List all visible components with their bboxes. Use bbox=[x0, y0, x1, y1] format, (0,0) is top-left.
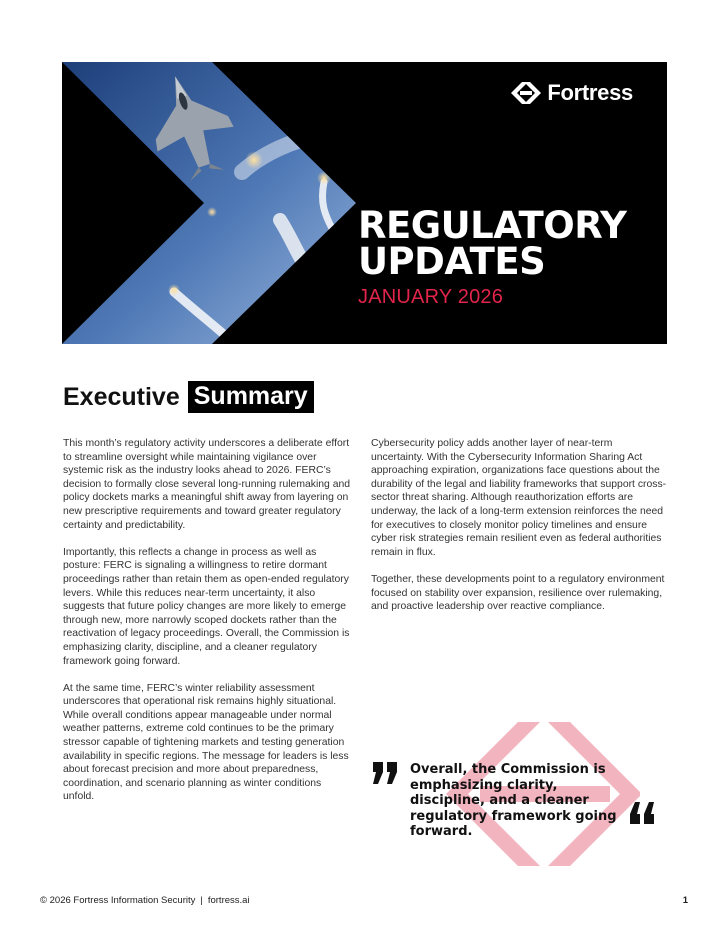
title-line-1: REGULATORY bbox=[358, 204, 627, 247]
body-paragraph: Importantly, this reflects a change in process as well as posture: FERC is signaling a willingness to retire dormant proceedings rather than retain them as open-ended regulatory levers. While this reduces near-term uncertainty, it also suggests that future policy changes are more likely to emerge through new, more narrowly scoped dockets rather than the reactivation of legacy proceedings. Overall, the Commission is emphasizing clarity, discipline, and a cleaner regulatory framework going forward. bbox=[63, 546, 350, 667]
body-column-right bbox=[371, 437, 667, 627]
body-paragraph: At the same time, FERC’s winter reliability assessment underscores that operational risk remains highly situational. While overall conditions appear manageable under normal weather patterns, extreme cold continues to be the primary stressor capable of tightening markets and testing generation availability in specific regions. The message for leaders is less about forecast precision and more about preparedness, coordination, and scenario planning as winter conditions unfold. bbox=[63, 682, 349, 803]
footer-separator: | bbox=[200, 895, 203, 906]
footer-credits bbox=[40, 895, 250, 906]
page-title bbox=[358, 204, 627, 283]
copyright: © 2026 Fortress Information Security bbox=[40, 895, 196, 906]
body-column-left bbox=[63, 437, 353, 818]
pull-quote bbox=[370, 722, 670, 872]
heading-highlight: Summary bbox=[188, 381, 314, 413]
body-paragraph: Cybersecurity policy adds another layer of near-term uncertainty. With the Cybersecurity Information Sharing Act approaching expiration, organizations face questions about the durability of the legal and liability frameworks that support cross-sector threat sharing. Although reauthorization efforts are underway, the lack of a long-term extension reinforces the need for executives to closely monitor policy timelines and ensure cyber risk strategies remain resilient even as federal authorities remain in flux. bbox=[371, 438, 667, 558]
body-paragraph: Together, these developments point to a regulatory environment focused on stability over expansion, resilience over rulemaking, and proactive leadership over reactive compliance. bbox=[371, 573, 665, 613]
close-quote-icon bbox=[627, 800, 655, 826]
site-link[interactable]: fortress.ai bbox=[207, 895, 250, 906]
fortress-logo bbox=[511, 80, 633, 106]
section-heading bbox=[63, 381, 314, 413]
fortress-chevron-logo-icon bbox=[511, 82, 541, 104]
brand-name: Fortress bbox=[547, 80, 633, 105]
title-line-2: UPDATES bbox=[358, 240, 546, 283]
heading-plain: Executive bbox=[63, 382, 180, 411]
page-number: 1 bbox=[682, 895, 688, 906]
open-quote-icon bbox=[372, 760, 400, 786]
issue-date: JANUARY 2026 bbox=[358, 286, 504, 308]
hero-banner bbox=[62, 62, 667, 344]
page-footer bbox=[40, 895, 688, 909]
body-paragraph: This month’s regulatory activity underscores a deliberate effort to streamline oversight while maintaining vigilance over systemic risk as the industry looks ahead to 2026. FERC’s decision to formally close several long-running rulemaking and policy dockets marks a meaningful shift away from layering on new prescriptive requirements and toward greater regulatory certainty and predictability. bbox=[63, 438, 351, 531]
pull-quote-text: Overall, the Commission is emphasizing clarity, discipline, and a cleaner regulatory framework going forward. bbox=[410, 762, 617, 839]
